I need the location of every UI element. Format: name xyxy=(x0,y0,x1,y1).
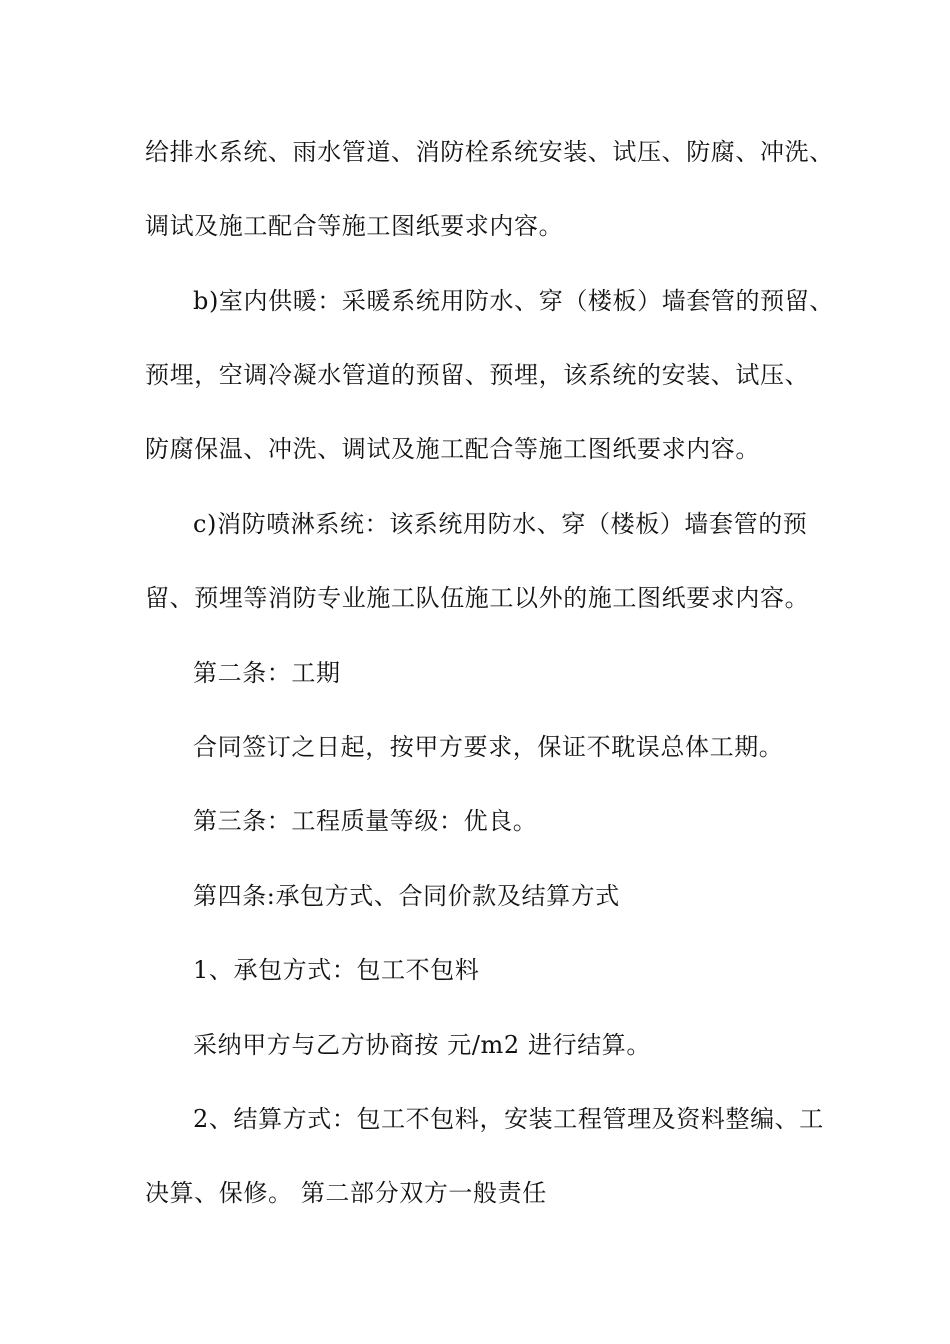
text-line-12: 1、承包方式：包工不包料 xyxy=(193,956,480,984)
article-4-heading: 第四条:承包方式、合同价款及结算方式 xyxy=(193,882,620,910)
article-2-heading: 第二条：工期 xyxy=(193,659,341,687)
text-line-9: 合同签订之日起，按甲方要求，保证不耽误总体工期。 xyxy=(193,733,784,761)
text-line-14: 2、结算方式：包工不包料，安装工程管理及资料整编、工 xyxy=(193,1105,824,1133)
text-line-5: 防腐保温、冲洗、调试及施工配合等施工图纸要求内容。 xyxy=(145,435,760,463)
text-line-15: 决算、保修。 第二部分双方一般责任 xyxy=(145,1179,547,1207)
text-line-1: 给排水系统、雨水管道、消防栓系统安装、试压、防腐、冲洗、 xyxy=(145,138,834,166)
text-line-13: 采纳甲方与乙方协商按 元/m2 进行结算。 xyxy=(193,1031,651,1059)
text-line-7: 留、预埋等消防专业施工队伍施工以外的施工图纸要求内容。 xyxy=(145,584,810,612)
text-line-2: 调试及施工配合等施工图纸要求内容。 xyxy=(145,212,564,240)
article-3-heading: 第三条：工程质量等级：优良。 xyxy=(193,807,538,835)
text-line-4: 预埋，空调冷凝水管道的预留、预埋，该系统的安装、试压、 xyxy=(145,361,810,389)
text-line-6: c)消防喷淋系统：该系统用防水、穿（楼板）墙套管的预 xyxy=(193,510,808,538)
text-line-3: b)室内供暖：采暖系统用防水、穿（楼板）墙套管的预留、 xyxy=(193,287,834,315)
